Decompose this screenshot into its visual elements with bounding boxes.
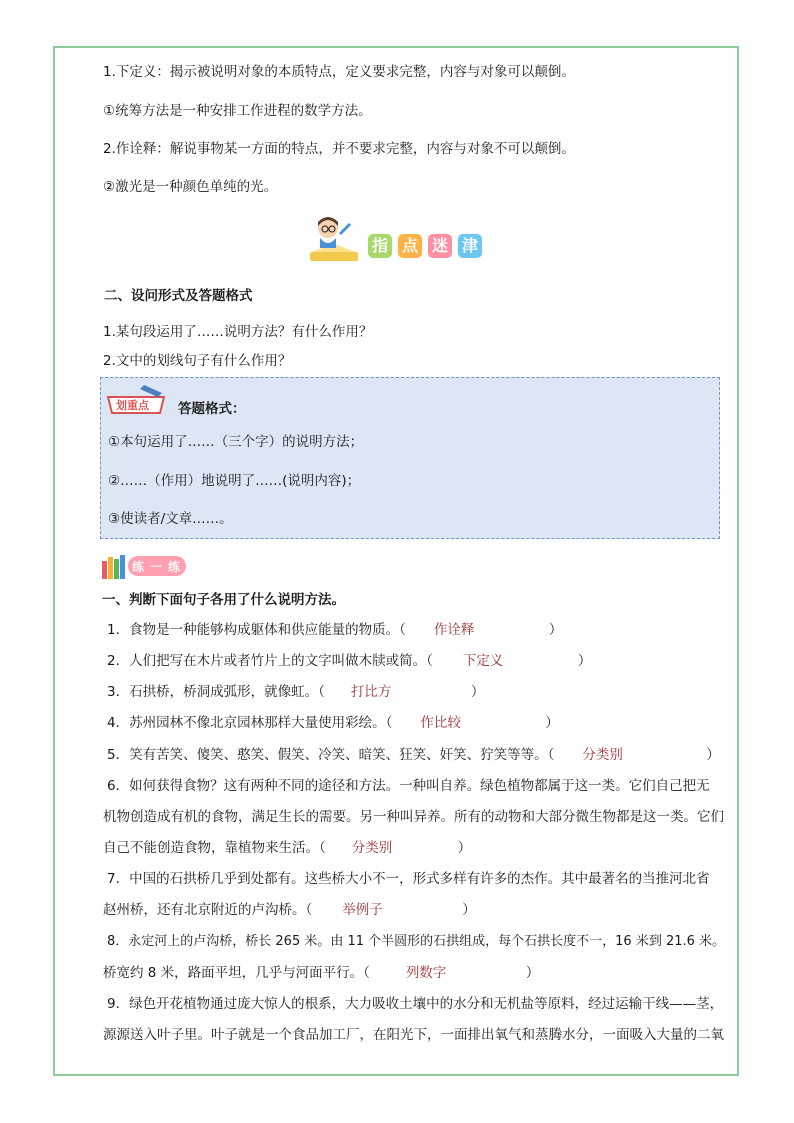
practice-q6-line3: 自己不能创造食物，靠植物来生活。（ 分类别 ）: [103, 840, 472, 856]
practice-title: 一、判断下面句子各用了什么说明方法。: [102, 592, 345, 608]
answer-q2: 下定义: [462, 653, 504, 669]
key-point-badge: [104, 383, 168, 415]
practice-char-1: 练: [132, 560, 145, 574]
format-item-3: ③使读者/文章……。: [108, 511, 233, 527]
practice-q9-line2: 源源送入叶子里。叶子就是一个食品加工厂，在阳光下，一面排出氧气和蒸腾水分，一面吸入大量的二氧: [103, 1027, 724, 1043]
definition-1: 1.下定义：揭示被说明对象的本质特点，定义要求完整，内容与对象可以颠倒。: [103, 64, 575, 80]
practice-char-3: 练: [168, 560, 181, 574]
answer-q7: 举例子: [342, 902, 383, 918]
practice-q7-line1: 7．中国的石拱桥几乎到处都有。这些桥大小不一，形式多样有许多的杰作。其中最著名的当推河北省: [107, 871, 710, 887]
answer-q3: 打比方: [350, 684, 392, 700]
format-title: 答题格式：: [178, 401, 246, 417]
practice-q2: 2．人们把写在木片或者竹片上的文字叫做木牍或简。（ 下定义 ）: [107, 653, 592, 669]
pencils-icon: [100, 553, 128, 579]
practice-q8-line2: 桥宽约 8 米，路面平坦，几乎与河面平行。（ 列数字 ）: [103, 965, 540, 981]
banner-char-1: 指: [368, 234, 392, 258]
answer-q1: 作诠释: [433, 622, 475, 638]
banner-char-3: 迷: [428, 234, 452, 258]
question-2: 2.文中的划线句子有什么作用？: [103, 353, 292, 369]
definition-2: 2.作诠释：解说事物某一方面的特点，并不要求完整，内容与对象不可以颠倒。: [103, 141, 575, 157]
practice-q6-line1: 6．如何获得食物？这有两种不同的途径和方法。一种叫自养。绿色植物都属于这一类。它们自己把无: [107, 778, 710, 794]
tips-banner: [306, 214, 490, 266]
banner-char-2: 点: [398, 234, 422, 258]
practice-q3: 3．石拱桥，桥洞成弧形，就像虹。（ 打比方 ）: [107, 684, 485, 700]
practice-q4: 4．苏州园林不像北京园林那样大量使用彩绘。（ 作比较 ）: [107, 715, 559, 731]
practice-q1: 1．食物是一种能够构成躯体和供应能量的物质。（ 作诠释 ）: [107, 622, 563, 638]
practice-char-2: 一: [150, 560, 163, 574]
student-reading-icon: [306, 214, 366, 266]
section-2-title: 二、设问形式及答题格式: [104, 288, 253, 304]
practice-q7-line2: 赵州桥，还有北京附近的卢沟桥。（ 举例子 ）: [103, 902, 476, 918]
answer-q8: 列数字: [405, 965, 447, 981]
practice-q6-line2: 机物创造成有机的食物，满足生长的需要。另一种叫异养。所有的动物和大部分微生物都是这一类。它们: [103, 809, 724, 825]
practice-badge: [100, 552, 190, 580]
format-item-2: ②……（作用）地说明了……(说明内容)；: [108, 473, 361, 489]
question-1: 1.某句段运用了……说明方法？有什么作用？: [103, 324, 373, 340]
answer-q5: 分类别: [582, 747, 623, 763]
banner-char-4: 津: [458, 234, 482, 258]
example-1: ①统筹方法是一种安排工作进程的数学方法。: [103, 103, 372, 119]
format-item-1: ①本句运用了……（三个字）的说明方法；: [108, 434, 364, 450]
key-point-label: 划重点: [116, 399, 149, 412]
answer-q6: 分类别: [351, 840, 393, 856]
answer-q4: 作比较: [420, 715, 461, 731]
example-2: ②激光是一种颜色单纯的光。: [103, 179, 278, 195]
practice-q8-line1: 8．永定河上的卢沟桥，桥长 265 米。由 11 个半圆形的石拱组成，每个石拱长度不一，16 米到 21.6 米。: [107, 934, 726, 949]
practice-q5: 5．笑有苦笑、傻笑、憨笑、假笑、冷笑、暗笑、狂笑、奸笑、狞笑等等。（ 分类别 ）: [107, 747, 720, 763]
practice-q9-line1: 9．绿色开花植物通过庞大惊人的根系，大力吸收土壤中的水分和无机盐等原料，经过运输干线——茎，: [107, 996, 724, 1012]
